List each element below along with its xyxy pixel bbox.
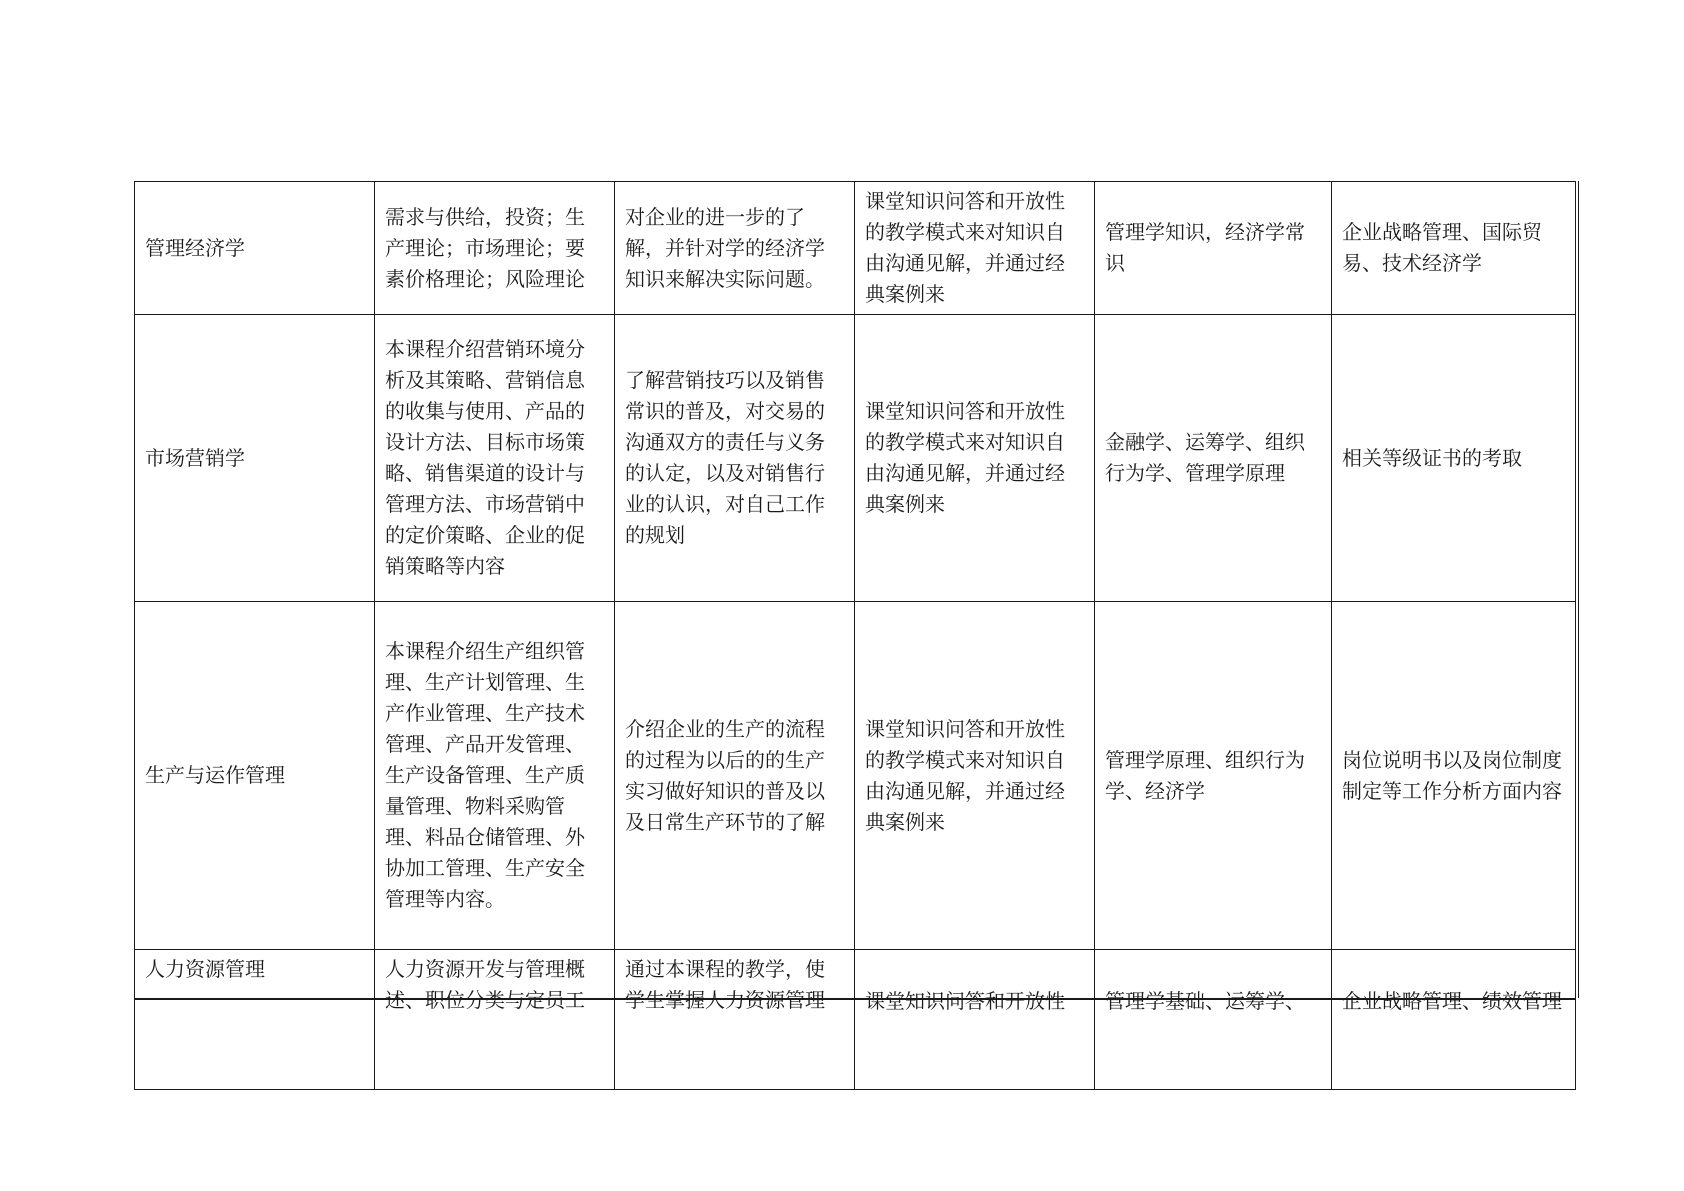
course-name-cell: 人力资源管理 [135, 950, 375, 1090]
course-content-cell: 需求与供给，投资；生产理论；市场理论；要素价格理论；风险理论 [375, 182, 615, 315]
course-goal-cell: 介绍企业的生产的流程的过程为以后的的生产实习做好知识的普及以及日常生产环节的了解 [615, 602, 855, 950]
follow-up-course-cell: 企业战略管理、国际贸易、技术经济学 [1332, 182, 1576, 315]
prerequisite-cell: 金融学、运筹学、组织行为学、管理学原理 [1095, 315, 1332, 602]
teaching-method-cell: 课堂知识问答和开放性的教学模式来对知识自由沟通见解，并通过经典案例来 [855, 315, 1095, 602]
follow-up-course-cell: 岗位说明书以及岗位制度制定等工作分析方面内容 [1332, 602, 1576, 950]
table-row [135, 950, 1576, 1090]
course-name-cell: 市场营销学 [135, 315, 375, 602]
prerequisite-cell: 管理学基础、运筹学、 [1095, 950, 1332, 1090]
teaching-method-cell: 课堂知识问答和开放性的教学模式来对知识自由沟通见解，并通过经典案例来 [855, 602, 1095, 950]
table-viewport [134, 181, 1575, 1013]
course-goal-cell: 通过本课程的教学，使学生掌握人力资源管理 [615, 950, 855, 1090]
table-row [135, 182, 1576, 315]
course-content-cell: 人力资源开发与管理概述、职位分类与定员工 [375, 950, 615, 1090]
course-content-cell: 本课程介绍生产组织管理、生产计划管理、生产作业管理、生产技术管理、产品开发管理、生产设备管理、生产质量管理、物料采购管理、料品仓储管理、外协加工管理、生产安全管理等内容。 [375, 602, 615, 950]
table-row [135, 602, 1576, 950]
course-goal-cell: 了解营销技巧以及销售常识的普及，对交易的沟通双方的责任与义务的认定，以及对销售行业的认识，对自己工作的规划 [615, 315, 855, 602]
follow-up-course-cell: 相关等级证书的考取 [1332, 315, 1576, 602]
course-goal-cell: 对企业的进一步的了解，并针对学的经济学知识来解决实际问题。 [615, 182, 855, 315]
course-name-cell: 生产与运作管理 [135, 602, 375, 950]
prerequisite-cell: 管理学知识，经济学常识 [1095, 182, 1332, 315]
table-right-rule [1578, 181, 1579, 998]
table-row [135, 315, 1576, 602]
course-content-cell: 本课程介绍营销环境分析及其策略、营销信息的收集与使用、产品的设计方法、目标市场策略、销售渠道的设计与管理方法、市场营销中的定价策略、企业的促销策略等内容 [375, 315, 615, 602]
course-name-cell: 管理经济学 [135, 182, 375, 315]
teaching-method-cell: 课堂知识问答和开放性 [855, 950, 1095, 1090]
prerequisite-cell: 管理学原理、组织行为学、经济学 [1095, 602, 1332, 950]
follow-up-course-cell: 企业战略管理、绩效管理 [1332, 950, 1576, 1090]
teaching-method-cell: 课堂知识问答和开放性的教学模式来对知识自由沟通见解，并通过经典案例来 [855, 182, 1095, 315]
curriculum-table [134, 181, 1576, 1090]
